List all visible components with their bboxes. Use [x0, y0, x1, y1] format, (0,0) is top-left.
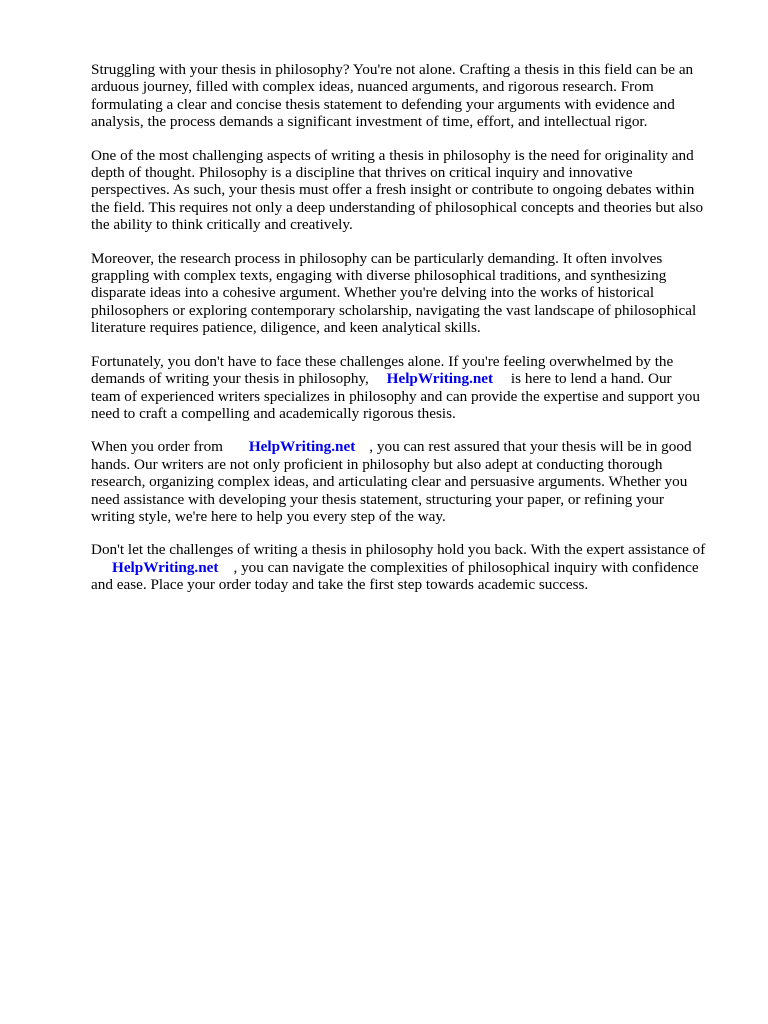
paragraph-order: [91, 438, 719, 525]
helpwriting-link-2[interactable]: HelpWriting.net: [248, 438, 356, 456]
paragraph-research: Moreover, the research process in philosophy can be particularly demanding. It often involves grappling with complex texts, engaging with diverse philosophical traditions, and synthesizing disparate ideas into a cohesive argument. Whether you're delving into the works of historical philosophers or exploring contemporary scholarship, navigating the vast landscape of philosophical literature requires patience, diligence, and keen analytical skills.: [91, 249, 697, 337]
paragraph-help-offer-text-before: Fortunately, you don't have to face these challenges alone. If you're feeling overwhelmed by the demands of writing your thesis in philosophy,: [91, 352, 674, 388]
helpwriting-link-3[interactable]: HelpWriting.net: [112, 558, 219, 576]
document-body: [91, 61, 719, 610]
paragraph-originality: One of the most challenging aspects of writing a thesis in philosophy is the need for originality and depth of thought. Philosophy is a discipline that thrives on critical inquiry and innovative perspectives. As such, your thesis must offer a fresh insight or contribute to ongoing debates within the field. This requires not only a deep understanding of philosophical concepts and theories but also the ability to think critically and creatively.: [91, 146, 704, 234]
paragraph-help-offer-text-after: is here to lend a hand. Our team of experienced writers specializes in philosophy and can provide the expertise and support you need to craft a compelling and academically rigorous thesis.: [91, 370, 700, 422]
paragraph-intro: Struggling with your thesis in philosophy? You're not alone. Crafting a thesis in this field can be an arduous journey, filled with complex ideas, nuanced arguments, and rigorous research. From formulating a clear and concise thesis statement to defending your arguments with evidence and analysis, the process demands a significant investment of time, effort, and intellectual rigor.: [91, 61, 694, 131]
paragraph-closing: [91, 541, 719, 593]
helpwriting-link-1[interactable]: HelpWriting.net: [386, 370, 494, 388]
paragraph-order-text-after: , you can rest assured that your thesis will be in good hands. Our writers are not only proficient in philosophy but also adept at conducting thorough research, organizing complex ideas, and articulating clear and persuasive arguments. Whether you need assistance with developing your thesis statement, structuring your paper, or refining your writing style, we're here to help you every step of the way.: [91, 438, 692, 525]
paragraph-help-offer: [91, 353, 719, 423]
paragraph-order-text-before: When you order from: [91, 438, 227, 456]
paragraph-closing-text-before: Don't let the challenges of writing a thesis in philosophy hold you back. With the expert assistance of: [91, 541, 706, 559]
paragraph-closing-text-after: , you can navigate the complexities of philosophical inquiry with confidence and ease. Place your order today and take the first step towards academic success.: [91, 558, 699, 594]
